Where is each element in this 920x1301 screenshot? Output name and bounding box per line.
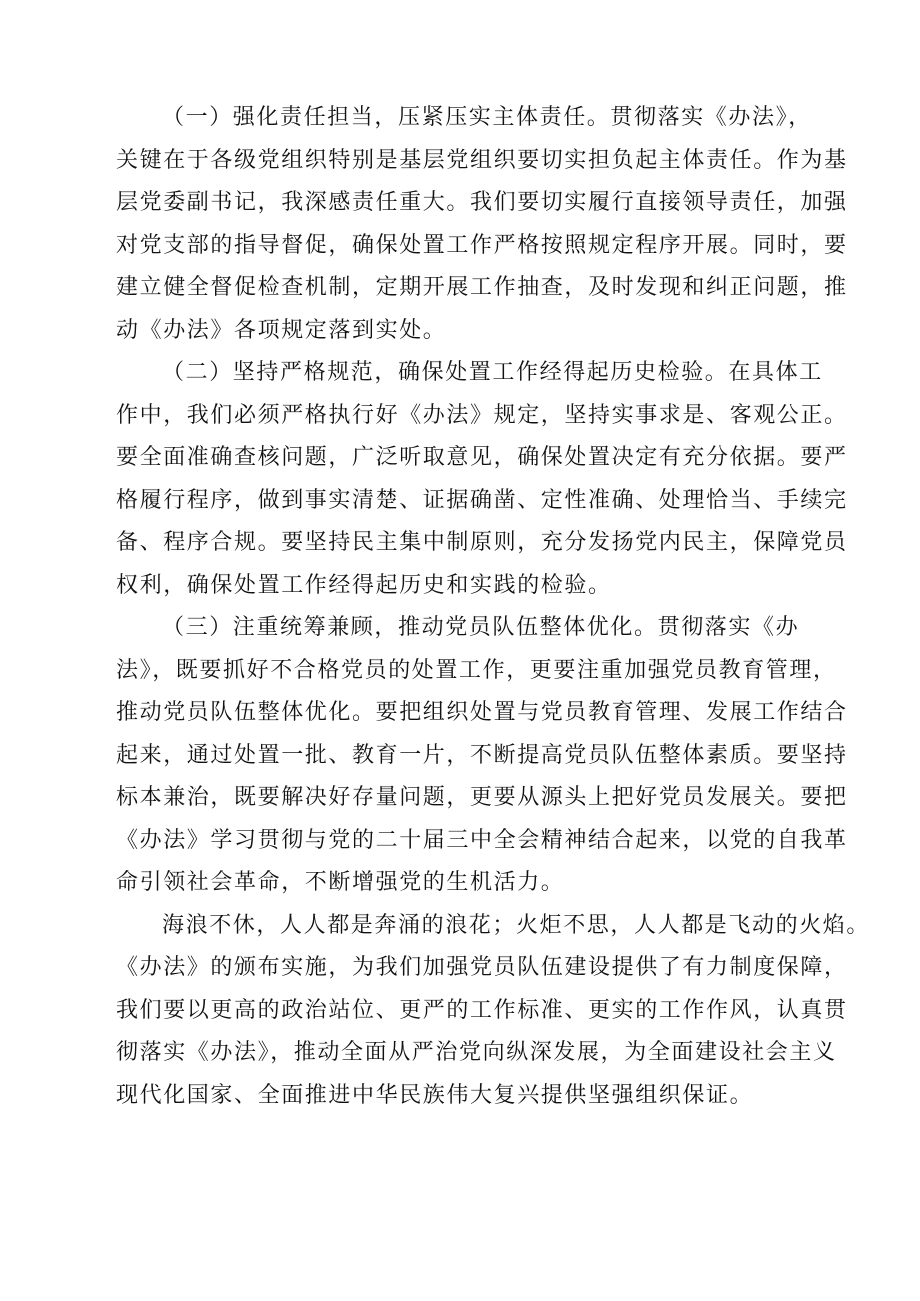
text-line: 彻落实《办法》，推动全面从严治党向纵深发展，为全面建设社会主义 bbox=[116, 1040, 837, 1065]
text-line: 层党委副书记，我深感责任重大。我们要切实履行直接领导责任，加强 bbox=[116, 190, 848, 215]
paragraph-4 bbox=[116, 905, 871, 1118]
paragraph-2 bbox=[116, 352, 848, 607]
text-line: 动《办法》各项规定落到实处。 bbox=[116, 317, 447, 343]
text-line: 格履行程序，做到事实清楚、证据确凿、定性准确、处理恰当、手续完 bbox=[116, 487, 848, 513]
text-line: 标本兼治，既要解决好存量问题，更要从源头上把好党员发展关。要把 bbox=[116, 785, 848, 810]
text-line: 关键在于各级党组织特别是基层党组织要切实担负起主体责任。作为基 bbox=[116, 147, 848, 173]
text-line: 《办法》学习贯彻与党的二十届三中全会精神结合起来，以党的自我革 bbox=[116, 827, 848, 853]
text-line: 权利，确保处置工作经得起历史和实践的检验。 bbox=[116, 572, 612, 598]
text-line: 对党支部的指导督促，确保处置工作严格按照规定程序开展。同时，要 bbox=[116, 232, 848, 258]
document-body bbox=[116, 97, 871, 1117]
text-line: 要全面准确查核问题，广泛听取意见，确保处置决定有充分依据。要严 bbox=[116, 445, 848, 470]
text-line: 推动党员队伍整体优化。要把组织处置与党员教育管理、发展工作结合 bbox=[116, 700, 848, 725]
text-line: 法》，既要抓好不合格党员的处置工作，更要注重加强党员教育管理， bbox=[116, 657, 837, 683]
text-line: 备、程序合规。要坚持民主集中制原则，充分发扬党内民主，保障党员 bbox=[116, 530, 848, 555]
text-line: 现代化国家、全面推进中华民族伟大复兴提供坚强组织保证。 bbox=[116, 1082, 754, 1108]
text-line: （一）强化责任担当，压紧压实主体责任。贯彻落实《办法》， bbox=[162, 105, 812, 130]
text-line: 海浪不休，人人都是奔涌的浪花；火炬不思，人人都是飞动的火焰。 bbox=[162, 912, 871, 938]
text-line: 我们要以更高的政治站位、更严的工作标准、更实的工作作风，认真贯 bbox=[116, 997, 848, 1023]
paragraph-1 bbox=[116, 97, 848, 352]
text-line: （二）坚持严格规范，确保处置工作经得起历史检验。在具体工 bbox=[162, 360, 823, 385]
text-line: 作中，我们必须严格执行好《办法》规定，坚持实事求是、客观公正。 bbox=[116, 402, 848, 428]
text-line: 《办法》的颁布实施，为我们加强党员队伍建设提供了有力制度保障， bbox=[116, 955, 848, 980]
paragraph-3 bbox=[116, 607, 848, 905]
text-line: （三）注重统筹兼顾，推动党员队伍整体优化。贯彻落实《办 bbox=[162, 615, 800, 640]
text-line: 命引领社会革命，不断增强党的生机活力。 bbox=[116, 870, 565, 895]
text-line: 起来，通过处置一批、教育一片，不断提高党员队伍整体素质。要坚持 bbox=[116, 742, 848, 768]
text-line: 建立健全督促检查机制，定期开展工作抽查，及时发现和纠正问题，推 bbox=[116, 275, 848, 300]
